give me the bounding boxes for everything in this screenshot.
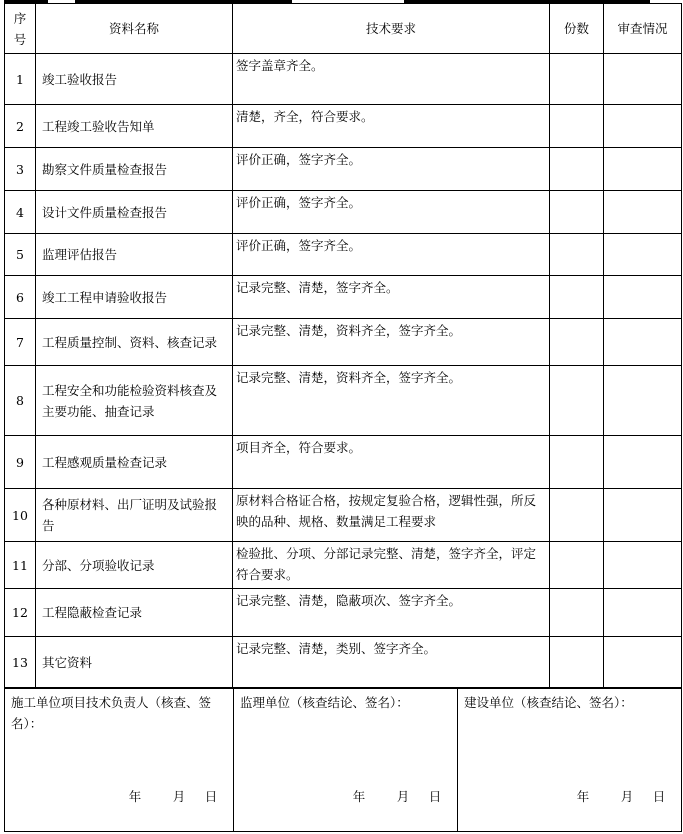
table-row — [5, 637, 682, 688]
row-copies-cell[interactable] — [550, 54, 604, 105]
table-row — [5, 589, 682, 637]
row-req: 清楚，齐全，符合要求。 — [233, 105, 550, 148]
owner-date — [561, 786, 669, 807]
date-month: 月 — [620, 789, 634, 804]
row-name: 工程质量控制、资料、核查记录 — [36, 319, 233, 366]
row-req: 记录完整、清楚，类别、签字齐全。 — [233, 637, 550, 688]
row-copies-cell[interactable] — [550, 637, 604, 688]
row-review-cell[interactable] — [604, 637, 682, 688]
table-row — [5, 319, 682, 366]
row-review-cell[interactable] — [604, 436, 682, 489]
table-row — [5, 234, 682, 276]
row-req: 签字盖章齐全。 — [233, 54, 550, 105]
row-no: 1 — [5, 54, 36, 105]
row-no: 3 — [5, 148, 36, 191]
header-name: 资料名称 — [36, 4, 233, 54]
row-review-cell[interactable] — [604, 105, 682, 148]
row-copies-cell[interactable] — [550, 191, 604, 234]
row-req: 评价正确，签字齐全。 — [233, 234, 550, 276]
row-name: 竣工验收报告 — [36, 54, 233, 105]
row-req: 记录完整、清楚，签字齐全。 — [233, 276, 550, 319]
row-no: 5 — [5, 234, 36, 276]
row-no: 11 — [5, 542, 36, 589]
supervisor-signature-block[interactable] — [234, 689, 458, 832]
date-year: 年 — [128, 789, 142, 804]
table-row — [5, 436, 682, 489]
table-row — [5, 276, 682, 319]
header-copies: 份数 — [550, 4, 604, 54]
row-no: 2 — [5, 105, 36, 148]
date-year: 年 — [576, 789, 590, 804]
header-review: 审查情况 — [604, 4, 682, 54]
row-copies-cell[interactable] — [550, 319, 604, 366]
row-no: 4 — [5, 191, 36, 234]
header-seq — [5, 4, 36, 54]
signature-table — [4, 688, 682, 832]
row-no: 10 — [5, 489, 36, 542]
table-row — [5, 489, 682, 542]
table-row — [5, 105, 682, 148]
row-copies-cell[interactable] — [550, 589, 604, 637]
date-day: 日 — [428, 789, 442, 804]
row-review-cell[interactable] — [604, 542, 682, 589]
table-row — [5, 542, 682, 589]
contractor-signature-block[interactable] — [5, 689, 234, 832]
row-review-cell[interactable] — [604, 366, 682, 436]
date-day: 日 — [652, 789, 666, 804]
row-review-cell[interactable] — [604, 54, 682, 105]
table-row — [5, 148, 682, 191]
row-name: 工程竣工验收告知单 — [36, 105, 233, 148]
row-name: 监理评估报告 — [36, 234, 233, 276]
table-row — [5, 54, 682, 105]
row-copies-cell[interactable] — [550, 366, 604, 436]
row-req: 记录完整、清楚，资料齐全，签字齐全。 — [233, 319, 550, 366]
row-name: 工程感观质量检查记录 — [36, 436, 233, 489]
row-no: 7 — [5, 319, 36, 366]
row-no: 13 — [5, 637, 36, 688]
supervisor-signature-label: 监理单位（核查结论、签名）： — [240, 695, 409, 710]
row-review-cell[interactable] — [604, 234, 682, 276]
row-review-cell[interactable] — [604, 319, 682, 366]
signature-row — [5, 689, 682, 832]
date-day: 日 — [204, 789, 218, 804]
row-name: 各种原材料、出厂证明及试验报告 — [36, 489, 233, 542]
row-no: 9 — [5, 436, 36, 489]
row-name: 其它资料 — [36, 637, 233, 688]
row-copies-cell[interactable] — [550, 105, 604, 148]
row-copies-cell[interactable] — [550, 148, 604, 191]
contractor-date — [113, 786, 221, 807]
header-seq-label: 序 号 — [13, 10, 27, 47]
date-year: 年 — [352, 789, 366, 804]
table-row — [5, 191, 682, 234]
row-no: 6 — [5, 276, 36, 319]
row-no: 12 — [5, 589, 36, 637]
row-review-cell[interactable] — [604, 191, 682, 234]
row-review-cell[interactable] — [604, 489, 682, 542]
row-review-cell[interactable] — [604, 589, 682, 637]
row-copies-cell[interactable] — [550, 542, 604, 589]
row-req: 评价正确，签字齐全。 — [233, 191, 550, 234]
row-req: 原材料合格证合格，按规定复验合格，逻辑性强，所反映的品种、规格、数量满足工程要求 — [233, 489, 550, 542]
row-copies-cell[interactable] — [550, 234, 604, 276]
document-checklist-table — [4, 3, 682, 688]
row-req: 项目齐全，符合要求。 — [233, 436, 550, 489]
row-copies-cell[interactable] — [550, 436, 604, 489]
row-name: 工程安全和功能检验资料核查及主要功能、抽查记录 — [36, 366, 233, 436]
row-review-cell[interactable] — [604, 276, 682, 319]
row-name: 分部、分项验收记录 — [36, 542, 233, 589]
table-row — [5, 366, 682, 436]
row-review-cell[interactable] — [604, 148, 682, 191]
row-req: 评价正确，签字齐全。 — [233, 148, 550, 191]
table-header-row — [5, 4, 682, 54]
row-copies-cell[interactable] — [550, 276, 604, 319]
row-no: 8 — [5, 366, 36, 436]
header-req: 技术要求 — [233, 4, 550, 54]
row-req: 记录完整、清楚，隐蔽项次、签字齐全。 — [233, 589, 550, 637]
supervisor-date — [337, 786, 445, 807]
row-req: 检验批、分项、分部记录完整、清楚，签字齐全，评定符合要求。 — [233, 542, 550, 589]
row-name: 工程隐蔽检查记录 — [36, 589, 233, 637]
owner-signature-label: 建设单位（核查结论、签名）： — [464, 695, 633, 710]
contractor-signature-label: 施工单位项目技术负责人（核查、签名）： — [11, 695, 212, 731]
row-name: 竣工工程申请验收报告 — [36, 276, 233, 319]
date-month: 月 — [396, 789, 410, 804]
owner-signature-block[interactable] — [458, 689, 682, 832]
row-name: 勘察文件质量检查报告 — [36, 148, 233, 191]
date-month: 月 — [172, 789, 186, 804]
row-name: 设计文件质量检查报告 — [36, 191, 233, 234]
row-copies-cell[interactable] — [550, 489, 604, 542]
row-req: 记录完整、清楚，资料齐全，签字齐全。 — [233, 366, 550, 436]
